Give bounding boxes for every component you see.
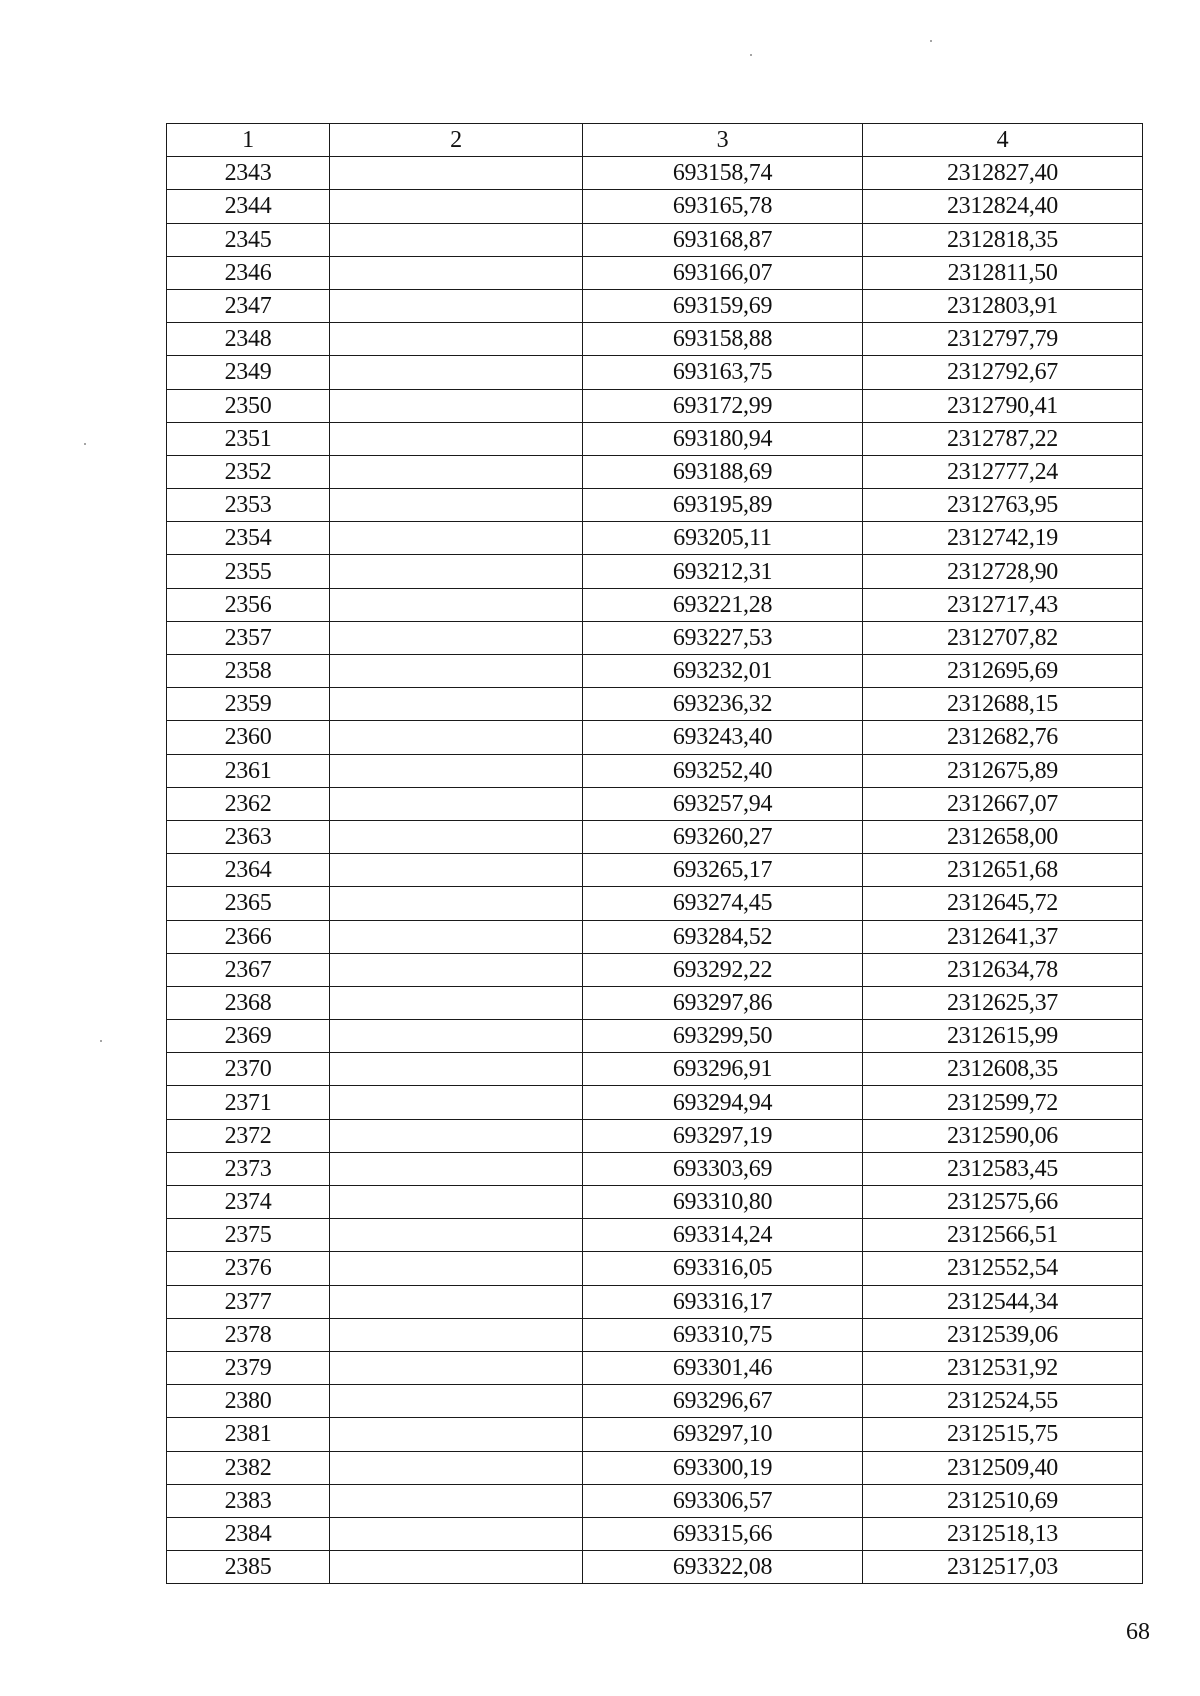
- cell-y-coordinate: 2312608,35: [863, 1053, 1143, 1086]
- cell-column-2: [330, 621, 583, 654]
- cell-x-coordinate: 693296,91: [583, 1053, 863, 1086]
- table-header: [167, 124, 1143, 157]
- cell-x-coordinate: 693315,66: [583, 1517, 863, 1550]
- table-row: [167, 986, 1143, 1019]
- cell-y-coordinate: 2312641,37: [863, 920, 1143, 953]
- cell-x-coordinate: 693274,45: [583, 887, 863, 920]
- cell-x-coordinate: 693166,07: [583, 256, 863, 289]
- cell-x-coordinate: 693180,94: [583, 422, 863, 455]
- cell-point-number: 2346: [167, 256, 330, 289]
- coordinates-table: [166, 123, 1143, 1584]
- cell-point-number: 2356: [167, 588, 330, 621]
- table-row: [167, 688, 1143, 721]
- cell-x-coordinate: 693205,11: [583, 522, 863, 555]
- cell-point-number: 2361: [167, 754, 330, 787]
- cell-y-coordinate: 2312510,69: [863, 1484, 1143, 1517]
- cell-column-2: [330, 223, 583, 256]
- table-row: [167, 1186, 1143, 1219]
- cell-y-coordinate: 2312818,35: [863, 223, 1143, 256]
- cell-point-number: 2352: [167, 455, 330, 488]
- cell-x-coordinate: 693212,31: [583, 555, 863, 588]
- cell-x-coordinate: 693297,86: [583, 986, 863, 1019]
- cell-x-coordinate: 693227,53: [583, 621, 863, 654]
- cell-y-coordinate: 2312707,82: [863, 621, 1143, 654]
- table-row: [167, 1517, 1143, 1550]
- table-row: [167, 256, 1143, 289]
- cell-y-coordinate: 2312625,37: [863, 986, 1143, 1019]
- cell-x-coordinate: 693314,24: [583, 1219, 863, 1252]
- table-row: [167, 1551, 1143, 1584]
- cell-column-2: [330, 1020, 583, 1053]
- cell-column-2: [330, 1551, 583, 1584]
- cell-column-2: [330, 721, 583, 754]
- cell-column-2: [330, 688, 583, 721]
- cell-y-coordinate: 2312742,19: [863, 522, 1143, 555]
- cell-column-2: [330, 1152, 583, 1185]
- cell-point-number: 2378: [167, 1318, 330, 1351]
- cell-point-number: 2377: [167, 1285, 330, 1318]
- cell-point-number: 2344: [167, 190, 330, 223]
- table-row: [167, 787, 1143, 820]
- table-row: [167, 422, 1143, 455]
- cell-x-coordinate: 693299,50: [583, 1020, 863, 1053]
- cell-y-coordinate: 2312797,79: [863, 323, 1143, 356]
- cell-point-number: 2367: [167, 953, 330, 986]
- table-row: [167, 588, 1143, 621]
- cell-column-2: [330, 256, 583, 289]
- cell-column-2: [330, 555, 583, 588]
- cell-x-coordinate: 693316,05: [583, 1252, 863, 1285]
- table-row: [167, 1318, 1143, 1351]
- cell-x-coordinate: 693310,75: [583, 1318, 863, 1351]
- cell-point-number: 2349: [167, 356, 330, 389]
- table-row: [167, 356, 1143, 389]
- cell-y-coordinate: 2312787,22: [863, 422, 1143, 455]
- header-cell-y-coordinate: 4: [863, 124, 1143, 157]
- cell-y-coordinate: 2312811,50: [863, 256, 1143, 289]
- cell-point-number: 2370: [167, 1053, 330, 1086]
- table-row: [167, 1285, 1143, 1318]
- cell-x-coordinate: 693232,01: [583, 655, 863, 688]
- scan-speck: [930, 40, 932, 42]
- cell-column-2: [330, 887, 583, 920]
- cell-column-2: [330, 1186, 583, 1219]
- cell-column-2: [330, 1351, 583, 1384]
- cell-x-coordinate: 693221,28: [583, 588, 863, 621]
- table-row: [167, 555, 1143, 588]
- cell-y-coordinate: 2312566,51: [863, 1219, 1143, 1252]
- cell-point-number: 2350: [167, 389, 330, 422]
- cell-x-coordinate: 693300,19: [583, 1451, 863, 1484]
- header-row: [167, 124, 1143, 157]
- table-row: [167, 1451, 1143, 1484]
- cell-column-2: [330, 1086, 583, 1119]
- cell-y-coordinate: 2312675,89: [863, 754, 1143, 787]
- cell-column-2: [330, 1385, 583, 1418]
- table-row: [167, 289, 1143, 322]
- cell-y-coordinate: 2312524,55: [863, 1385, 1143, 1418]
- cell-column-2: [330, 522, 583, 555]
- cell-y-coordinate: 2312518,13: [863, 1517, 1143, 1550]
- cell-column-2: [330, 787, 583, 820]
- cell-point-number: 2381: [167, 1418, 330, 1451]
- table-row: [167, 1385, 1143, 1418]
- scan-speck: [84, 443, 86, 445]
- cell-column-2: [330, 489, 583, 522]
- table-row: [167, 157, 1143, 190]
- cell-point-number: 2375: [167, 1219, 330, 1252]
- cell-x-coordinate: 693195,89: [583, 489, 863, 522]
- cell-x-coordinate: 693301,46: [583, 1351, 863, 1384]
- cell-column-2: [330, 953, 583, 986]
- cell-column-2: [330, 1517, 583, 1550]
- cell-x-coordinate: 693188,69: [583, 455, 863, 488]
- cell-column-2: [330, 455, 583, 488]
- cell-column-2: [330, 754, 583, 787]
- table-row: [167, 1351, 1143, 1384]
- cell-x-coordinate: 693297,10: [583, 1418, 863, 1451]
- cell-column-2: [330, 1053, 583, 1086]
- cell-column-2: [330, 1451, 583, 1484]
- cell-point-number: 2383: [167, 1484, 330, 1517]
- cell-point-number: 2380: [167, 1385, 330, 1418]
- cell-column-2: [330, 356, 583, 389]
- table-row: [167, 887, 1143, 920]
- cell-column-2: [330, 389, 583, 422]
- cell-y-coordinate: 2312777,24: [863, 455, 1143, 488]
- cell-point-number: 2357: [167, 621, 330, 654]
- table-row: [167, 920, 1143, 953]
- table-row: [167, 1119, 1143, 1152]
- cell-y-coordinate: 2312651,68: [863, 854, 1143, 887]
- header-cell-point-number: 1: [167, 124, 330, 157]
- cell-point-number: 2351: [167, 422, 330, 455]
- cell-y-coordinate: 2312517,03: [863, 1551, 1143, 1584]
- cell-point-number: 2385: [167, 1551, 330, 1584]
- cell-point-number: 2369: [167, 1020, 330, 1053]
- cell-y-coordinate: 2312509,40: [863, 1451, 1143, 1484]
- cell-point-number: 2366: [167, 920, 330, 953]
- table-row: [167, 854, 1143, 887]
- cell-y-coordinate: 2312531,92: [863, 1351, 1143, 1384]
- cell-x-coordinate: 693322,08: [583, 1551, 863, 1584]
- cell-y-coordinate: 2312544,34: [863, 1285, 1143, 1318]
- cell-x-coordinate: 693310,80: [583, 1186, 863, 1219]
- cell-point-number: 2364: [167, 854, 330, 887]
- table-row: [167, 1418, 1143, 1451]
- cell-y-coordinate: 2312827,40: [863, 157, 1143, 190]
- cell-column-2: [330, 655, 583, 688]
- cell-point-number: 2368: [167, 986, 330, 1019]
- cell-y-coordinate: 2312790,41: [863, 389, 1143, 422]
- table-row: [167, 1020, 1143, 1053]
- cell-x-coordinate: 693165,78: [583, 190, 863, 223]
- cell-x-coordinate: 693257,94: [583, 787, 863, 820]
- cell-x-coordinate: 693163,75: [583, 356, 863, 389]
- cell-point-number: 2345: [167, 223, 330, 256]
- cell-x-coordinate: 693158,74: [583, 157, 863, 190]
- table-row: [167, 1219, 1143, 1252]
- cell-y-coordinate: 2312824,40: [863, 190, 1143, 223]
- cell-point-number: 2359: [167, 688, 330, 721]
- cell-y-coordinate: 2312645,72: [863, 887, 1143, 920]
- cell-point-number: 2376: [167, 1252, 330, 1285]
- cell-x-coordinate: 693260,27: [583, 820, 863, 853]
- table-row: [167, 1252, 1143, 1285]
- cell-column-2: [330, 820, 583, 853]
- table-row: [167, 820, 1143, 853]
- cell-y-coordinate: 2312590,06: [863, 1119, 1143, 1152]
- cell-column-2: [330, 1119, 583, 1152]
- cell-x-coordinate: 693265,17: [583, 854, 863, 887]
- cell-y-coordinate: 2312717,43: [863, 588, 1143, 621]
- cell-x-coordinate: 693316,17: [583, 1285, 863, 1318]
- cell-point-number: 2365: [167, 887, 330, 920]
- cell-y-coordinate: 2312634,78: [863, 953, 1143, 986]
- table-row: [167, 522, 1143, 555]
- cell-column-2: [330, 854, 583, 887]
- cell-x-coordinate: 693292,22: [583, 953, 863, 986]
- cell-x-coordinate: 693236,32: [583, 688, 863, 721]
- cell-column-2: [330, 1484, 583, 1517]
- cell-x-coordinate: 693243,40: [583, 721, 863, 754]
- cell-x-coordinate: 693306,57: [583, 1484, 863, 1517]
- table-row: [167, 655, 1143, 688]
- cell-point-number: 2348: [167, 323, 330, 356]
- cell-y-coordinate: 2312682,76: [863, 721, 1143, 754]
- cell-y-coordinate: 2312658,00: [863, 820, 1143, 853]
- cell-point-number: 2372: [167, 1119, 330, 1152]
- cell-y-coordinate: 2312667,07: [863, 787, 1143, 820]
- cell-column-2: [330, 986, 583, 1019]
- table-row: [167, 621, 1143, 654]
- scan-speck: [100, 1040, 102, 1042]
- cell-x-coordinate: 693294,94: [583, 1086, 863, 1119]
- table-row: [167, 721, 1143, 754]
- header-cell-column-2: 2: [330, 124, 583, 157]
- cell-column-2: [330, 1418, 583, 1451]
- cell-x-coordinate: 693168,87: [583, 223, 863, 256]
- cell-x-coordinate: 693158,88: [583, 323, 863, 356]
- cell-y-coordinate: 2312615,99: [863, 1020, 1143, 1053]
- cell-point-number: 2374: [167, 1186, 330, 1219]
- table-row: [167, 389, 1143, 422]
- cell-x-coordinate: 693303,69: [583, 1152, 863, 1185]
- cell-point-number: 2347: [167, 289, 330, 322]
- table-row: [167, 455, 1143, 488]
- cell-column-2: [330, 1219, 583, 1252]
- cell-point-number: 2384: [167, 1517, 330, 1550]
- cell-y-coordinate: 2312803,91: [863, 289, 1143, 322]
- cell-point-number: 2355: [167, 555, 330, 588]
- table-row: [167, 190, 1143, 223]
- cell-column-2: [330, 1318, 583, 1351]
- cell-point-number: 2358: [167, 655, 330, 688]
- cell-y-coordinate: 2312792,67: [863, 356, 1143, 389]
- table-row: [167, 223, 1143, 256]
- cell-column-2: [330, 1285, 583, 1318]
- cell-x-coordinate: 693297,19: [583, 1119, 863, 1152]
- table-row: [167, 1086, 1143, 1119]
- cell-x-coordinate: 693172,99: [583, 389, 863, 422]
- cell-y-coordinate: 2312515,75: [863, 1418, 1143, 1451]
- scan-speck: [750, 54, 752, 56]
- cell-x-coordinate: 693252,40: [583, 754, 863, 787]
- cell-column-2: [330, 157, 583, 190]
- cell-point-number: 2362: [167, 787, 330, 820]
- cell-point-number: 2363: [167, 820, 330, 853]
- table-row: [167, 953, 1143, 986]
- cell-x-coordinate: 693159,69: [583, 289, 863, 322]
- cell-y-coordinate: 2312539,06: [863, 1318, 1143, 1351]
- cell-y-coordinate: 2312552,54: [863, 1252, 1143, 1285]
- header-cell-x-coordinate: 3: [583, 124, 863, 157]
- cell-point-number: 2360: [167, 721, 330, 754]
- cell-column-2: [330, 588, 583, 621]
- cell-column-2: [330, 920, 583, 953]
- cell-point-number: 2354: [167, 522, 330, 555]
- table-row: [167, 754, 1143, 787]
- cell-column-2: [330, 289, 583, 322]
- cell-y-coordinate: 2312763,95: [863, 489, 1143, 522]
- cell-column-2: [330, 1252, 583, 1285]
- cell-y-coordinate: 2312695,69: [863, 655, 1143, 688]
- cell-point-number: 2379: [167, 1351, 330, 1384]
- table-row: [167, 1152, 1143, 1185]
- table-body: [167, 157, 1143, 1584]
- cell-y-coordinate: 2312688,15: [863, 688, 1143, 721]
- cell-point-number: 2382: [167, 1451, 330, 1484]
- cell-y-coordinate: 2312728,90: [863, 555, 1143, 588]
- cell-y-coordinate: 2312599,72: [863, 1086, 1143, 1119]
- cell-y-coordinate: 2312583,45: [863, 1152, 1143, 1185]
- table-row: [167, 1484, 1143, 1517]
- cell-point-number: 2343: [167, 157, 330, 190]
- cell-column-2: [330, 422, 583, 455]
- cell-point-number: 2371: [167, 1086, 330, 1119]
- cell-point-number: 2373: [167, 1152, 330, 1185]
- table-row: [167, 323, 1143, 356]
- cell-x-coordinate: 693284,52: [583, 920, 863, 953]
- cell-column-2: [330, 323, 583, 356]
- cell-point-number: 2353: [167, 489, 330, 522]
- table-row: [167, 1053, 1143, 1086]
- cell-x-coordinate: 693296,67: [583, 1385, 863, 1418]
- cell-column-2: [330, 190, 583, 223]
- cell-y-coordinate: 2312575,66: [863, 1186, 1143, 1219]
- page-number: 68: [1126, 1619, 1150, 1645]
- table-row: [167, 489, 1143, 522]
